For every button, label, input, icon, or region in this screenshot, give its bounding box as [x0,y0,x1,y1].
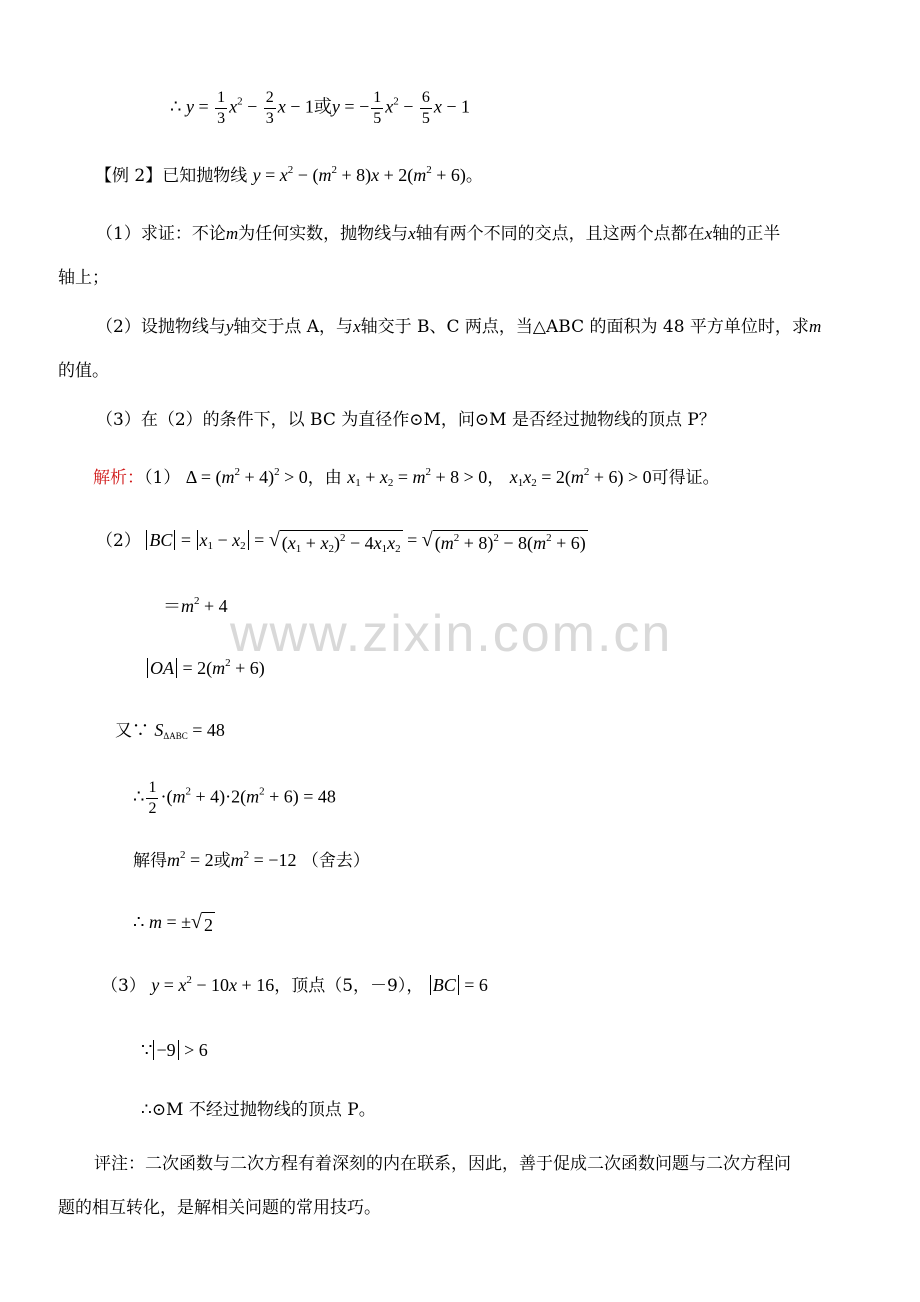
question-1: （1）求证：不论m为任何实数，抛物线与x轴有两个不同的交点，且这两个点都在x轴的正半 轴上； [58,224,781,288]
question-3: （3）在（2）的条件下，以 BC 为直径作⊙M，问⊙M 是否经过抛物线的顶点 P？ [96,410,716,430]
fraction: $\frac{1}{3}$ [217,89,226,127]
formula-line-1: ∴ y = $\frac{1}{3}$ $x^2$ − $\frac{2}{3}$ x − 1或y = − $\frac{1}{5}$ $x^2$ − $\frac{6}{5}$ x − 1 [170,89,471,127]
solution-oa: OA = $2(m^2 + 6)$ [146,658,265,680]
fraction: $\frac{1}{2}$ [148,779,157,817]
solution-part-1: 解析：（1） $\Delta = (m^2 + 4)^2 > 0$，由 $x_1 + x_2 = m^2 + 8 > 0$， $x_1x_2 = 2(m^2 + 6) > 0$可得证。 [93,466,720,489]
square-root: √ $(x_1 + x_2)^2 - 4x_1x_2$ [268,529,401,555]
watermark: www.zixin.com.cn [230,605,673,663]
comment: 评注：二次函数与二次方程有着深刻的内在联系，因此，善于促成二次函数问题与二次方程问 题的相互转化，是解相关问题的常用技巧。 [58,1154,791,1218]
solution-area-given: 又∵ $S_{\Delta ABC} = 48$ [115,720,225,741]
solution-part-3: （3） $y = x^2 - 10x + 16$，顶点（5，－9）， BC = 6 [101,974,488,996]
example-2-statement: 【例 2】已知抛物线 $y = x^2 - (m^2 + 8)x + 2(m^2 + 6)$。 [95,164,483,186]
fraction: $\frac{6}{5}$ [421,89,430,127]
solution-area-equation: ∴ $\frac{1}{2}$ $\cdot(m^2 + 4)\cdot 2(m^2 + 6) = 48$ [133,779,336,817]
solution-label: 解析： [93,468,144,488]
solution-bc-formula: （2） BC = $x_1 - x_2$ = √ $(x_1 + x_2)^2 - 4x_1x_2$ = √ $(m^2 + 8)^2 - 8(m^2 + 6)$ [96,529,586,555]
example-label: 【例 2】 [95,166,163,186]
solution-bc-result: $=m^2 + 4$ [163,595,228,616]
fraction: $\frac{2}{3}$ [265,89,274,127]
question-2: （2）设抛物线与y轴交于点 A，与x轴交于 B、C 两点，当△ABC 的面积为 48 平方单位时，求m 的值。 [58,317,822,381]
square-root: √ $(m^2 + 8)^2 - 8(m^2 + 6)$ [421,529,586,553]
solution-solve: 解得$m^2 = 2$或$m^2 = -12$ （舍去） [133,849,370,871]
square-root: √ 2 [190,911,213,935]
fraction: $\frac{1}{5}$ [373,89,382,127]
solution-m-value: ∴ m = ± √ 2 [133,911,213,935]
solution-conclusion: ∴⊙M 不经过抛物线的顶点 P。 [141,1100,376,1120]
solution-compare: ∵ −9 > 6 [141,1040,208,1061]
